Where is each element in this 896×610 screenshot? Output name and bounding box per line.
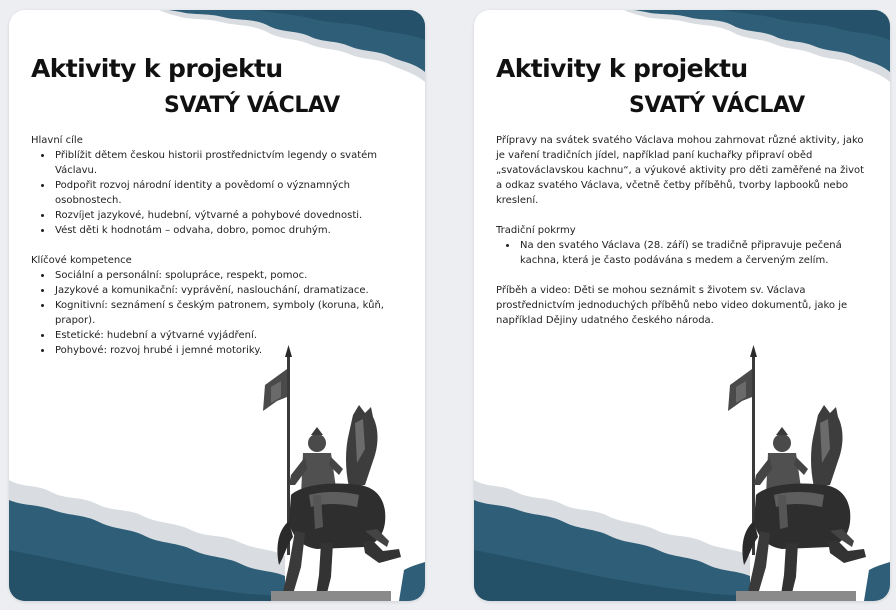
list-item: • Podpořit rozvoj národní identity a povědomí o významných osobnostech.	[53, 178, 391, 208]
card-subtitle: SVATÝ VÁCLAV	[164, 93, 340, 118]
section-heading: Klíčové kompetence	[31, 255, 132, 266]
list-item: • Kognitivní: seznámení s českým patronem, symboly (koruna, kůň, prapor).	[53, 298, 391, 328]
list-item: • Sociální a personální: spolupráce, respekt, pomoc.	[53, 268, 391, 283]
st-wenceslas-statue-illustration	[261, 345, 411, 601]
bullet-list	[53, 148, 391, 238]
card-title: Aktivity k projektu	[31, 54, 283, 83]
card-subtitle: SVATÝ VÁCLAV	[629, 93, 805, 118]
list-item: • Rozvíjet jazykové, hudební, výtvarné a pohybové dovednosti.	[53, 208, 391, 223]
bullet-list	[53, 268, 391, 358]
section-heading: Tradiční pokrmy	[496, 225, 576, 236]
list-item: • Jazykové a komunikační: vyprávění, naslouchání, dramatizace.	[53, 283, 391, 298]
list-item: • Vést děti k hodnotám – odvaha, dobro, pomoc druhým.	[53, 223, 391, 238]
list-item: • Na den svatého Václava (28. září) se tradičně připravuje pečená kachna, která je často podávána s medem a červeným zelím.	[518, 238, 870, 268]
st-wenceslas-statue-illustration	[726, 345, 876, 601]
section-heading: Hlavní cíle	[31, 135, 83, 146]
activity-card-goals	[9, 10, 425, 601]
list-item: • Přiblížit dětem českou historii prostřednictvím legendy o svatém Václavu.	[53, 148, 391, 178]
activity-card-preparations	[474, 10, 890, 601]
outro-paragraph: Příběh a video: Děti se mohou seznámit s životem sv. Václava prostřednictvím jednoduchých příběhů nebo video dokumentů, jako je například Dějiny udatného českého národa.	[496, 285, 848, 326]
card-body	[496, 133, 870, 328]
list-item: • Estetické: hudební a výtvarné vyjádření.	[53, 328, 391, 343]
intro-paragraph: Přípravy na svátek svatého Václava mohou zahrnovat různé aktivity, jako je vaření tradičních jídel, například paní kuchařky připraví oběd „svatováclavskou kachnu“, a výukové aktivity pro děti zaměřené na život a odkaz svatého Václava, včetně četby příběhů, tvorby lapbooků nebo kreslení.	[496, 135, 865, 206]
bullet-list	[518, 238, 870, 268]
card-title: Aktivity k projektu	[496, 54, 748, 83]
card-body	[31, 133, 391, 358]
list-item: • Pohybové: rozvoj hrubé i jemné motoriky.	[53, 343, 391, 358]
